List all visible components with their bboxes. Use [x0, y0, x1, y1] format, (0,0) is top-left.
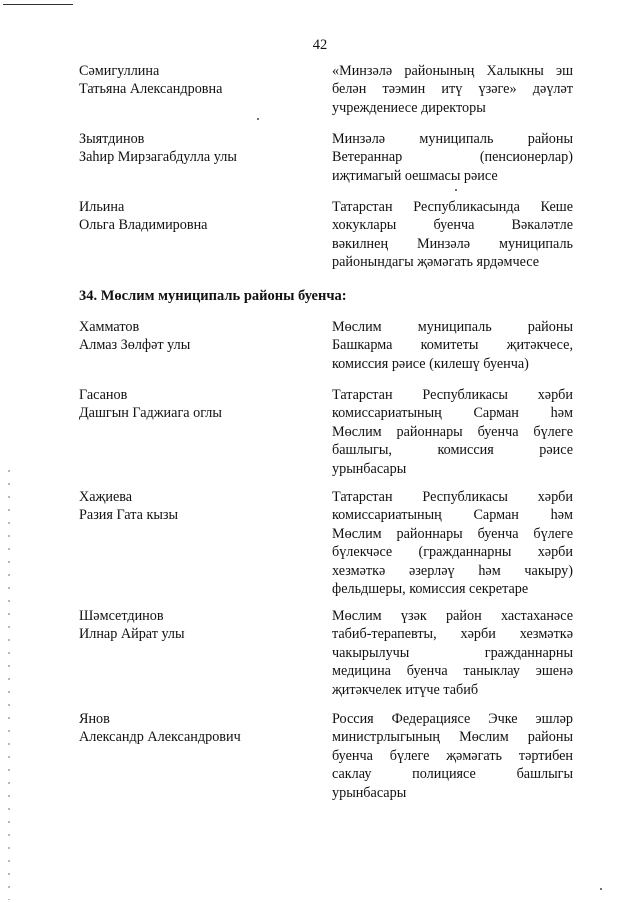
given-name: Илнар Айрат улы	[79, 626, 185, 643]
role-line: урынбасары	[332, 784, 407, 801]
role-line: министрлыгының Мөслим районы	[332, 729, 573, 746]
surname: Хаҗиева	[79, 489, 133, 505]
given-name: Ольга Владимировна	[79, 217, 208, 234]
role-line: табиб-терапевты, хәрби хезмәткә	[332, 626, 573, 643]
role-line: Мөслим районнары буенча бүлеге	[332, 423, 573, 440]
role-line: Татарстан Республикасы хәрби	[332, 489, 573, 505]
person-name	[79, 198, 299, 235]
scan-speck	[455, 189, 457, 191]
role-line: Татарстан Республикасында Кеше	[332, 199, 573, 215]
role-line: хокуклары буенча Вәкаләтле	[332, 217, 573, 234]
person-role	[332, 62, 573, 117]
person-name	[79, 130, 299, 167]
role-line: медицина буенча таныклау эшенә	[332, 663, 573, 680]
role-line: Татарстан Республикасы хәрби	[332, 387, 573, 403]
person-name	[79, 386, 299, 423]
given-name: Алмаз Зөлфәт улы	[79, 337, 191, 354]
person-role	[332, 607, 573, 699]
role-line: Ветераннар (пенсионерлар)	[332, 149, 573, 166]
person-role	[332, 130, 573, 185]
role-line: Россия Федерациясе Эчке эшләр	[332, 711, 573, 727]
section-heading: 34. Мөслим муниципаль районы буенча:	[79, 288, 347, 304]
given-name: Заһир Мирзагабдулла улы	[79, 149, 237, 166]
person-role	[332, 198, 573, 272]
person-name	[79, 488, 299, 525]
role-line: хезмәткә әзерләү һәм чакыру)	[332, 562, 573, 579]
scan-margin-marks	[8, 470, 10, 900]
role-line: Мөслим үзәк район хастаханәсе	[332, 608, 573, 624]
surname: Гасанов	[79, 387, 128, 403]
person-name	[79, 62, 299, 99]
role-line: «Минзәлә районының Халыкны эш	[332, 63, 573, 79]
scan-speck	[600, 888, 602, 890]
surname: Янов	[79, 711, 110, 727]
role-line: комиссия рәисе (килешү буенча)	[332, 355, 529, 372]
role-line: буенча бүлеге җәмәгать тәртибен	[332, 747, 573, 764]
person-name	[79, 607, 299, 644]
role-line: комиссариатының Сарман һәм	[332, 507, 573, 524]
role-line: урынбасары	[332, 460, 407, 477]
role-line: саклау полициясе башлыгы	[332, 766, 573, 783]
role-line: районындагы җәмәгать ярдәмчесе	[332, 254, 540, 271]
given-name: Дашгын Гаджиага оглы	[79, 405, 222, 422]
given-name: Татьяна Александровна	[79, 81, 223, 98]
person-role	[332, 386, 573, 478]
person-role	[332, 318, 573, 373]
given-name: Александр Александрович	[79, 729, 241, 746]
person-name	[79, 318, 299, 355]
role-line: Башкарма комитеты җитәкчесе,	[332, 337, 573, 354]
role-line: иҗтимагый оешмасы рәисе	[332, 167, 498, 184]
person-name	[79, 710, 299, 747]
role-line: башлыгы, комиссия рәисе	[332, 442, 573, 459]
role-line: Мөслим муниципаль районы	[332, 319, 573, 335]
surname: Зыятдинов	[79, 131, 145, 147]
page-number: 42	[312, 37, 328, 53]
role-line: учреждениесе директоры	[332, 99, 486, 116]
surname: Ильина	[79, 199, 125, 215]
surname: Шәмсетдинов	[79, 608, 164, 624]
surname: Сәмигуллина	[79, 63, 160, 79]
top-rule	[3, 4, 73, 5]
person-role	[332, 488, 573, 598]
role-line: җитәкчелек итүче табиб	[332, 681, 479, 698]
role-line: Минзәлә муниципаль районы	[332, 131, 573, 147]
role-line: Мөслим районнары буенча бүлеге	[332, 525, 573, 542]
given-name: Разия Гата кызы	[79, 507, 179, 524]
role-line: вәкилнең Минзәлә муниципаль	[332, 235, 573, 252]
role-line: фельдшеры, комиссия секретаре	[332, 581, 529, 598]
surname: Хамматов	[79, 319, 140, 335]
person-role	[332, 710, 573, 802]
scan-speck	[257, 118, 259, 120]
role-line: комиссариатының Сарман һәм	[332, 405, 573, 422]
role-line: бүлекчәсе (гражданнарны хәрби	[332, 544, 573, 561]
role-line: чакырылучы гражданнарны	[332, 644, 573, 661]
role-line: белән тәэмин итү үзәге» дәүләт	[332, 81, 573, 98]
